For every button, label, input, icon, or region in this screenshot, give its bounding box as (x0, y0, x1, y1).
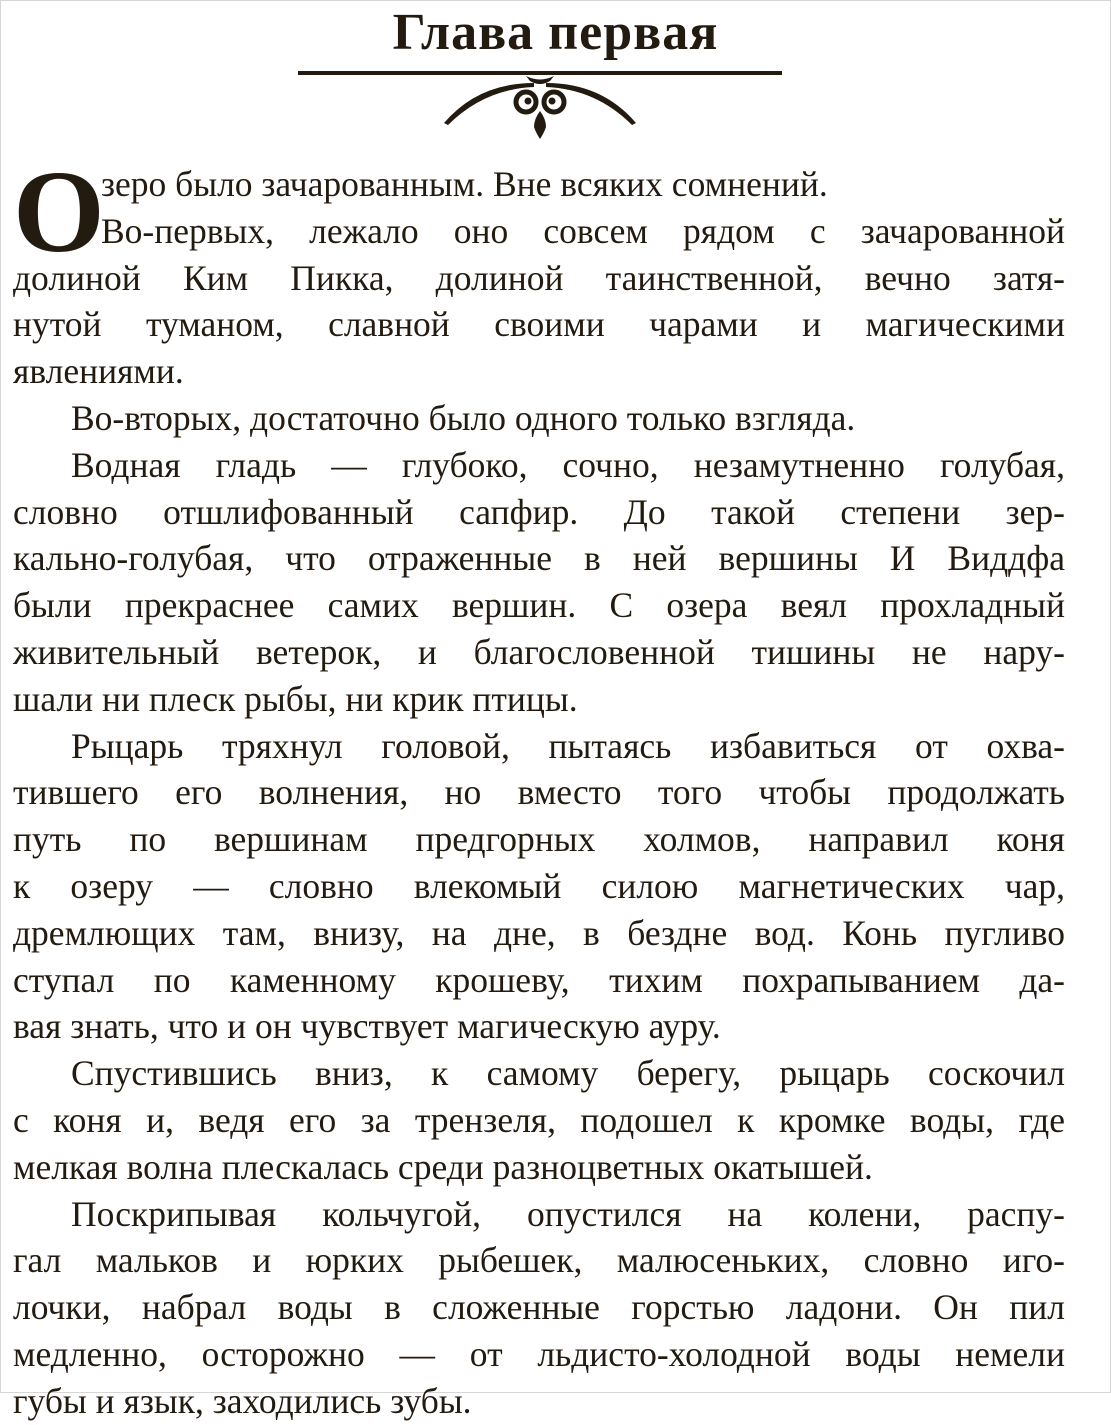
text-line: словно отшлифованный сапфир. До такой степени зер- (13, 491, 1065, 532)
text-line: Поскрипывая кольчугой, опустился на колени, распу- (71, 1193, 1065, 1234)
chapter-title: Глава первая (392, 4, 719, 61)
text-line: долиной Ким Пикка, долиной таинственной, вечно затя- (13, 257, 1065, 298)
text-line: ступал по каменному крошеву, тихим похрапыванием да- (13, 959, 1065, 1000)
text-line: лочки, набрал воды в сложенные горстью ладони. Он пил (13, 1287, 1065, 1328)
text-line: мелкая волна плескалась среди разноцветных окатышей. (13, 1146, 873, 1187)
drop-cap: О (13, 146, 105, 277)
text-line: кально-голубая, что отраженные в ней вершины И Виддфа (13, 538, 1065, 579)
text-line: губы и язык, заходились зубы. (13, 1380, 472, 1421)
text-line: путь по вершинам предгорных холмов, направил коня (13, 819, 1065, 860)
text-line: Рыцарь тряхнул головой, пытаясь избавиться от охва- (71, 725, 1065, 766)
text-line: зеро было зачарованным. Вне всяких сомнений. (101, 164, 828, 204)
text-line: шали ни плеск рыбы, ни крик птицы. (13, 678, 578, 719)
chapter-body (13, 146, 1065, 1425)
text-line: вая знать, что и он чувствует магическую ауру. (13, 1006, 721, 1047)
text-line: дремлющих там, внизу, на дне, в бездне вод. Конь пугливо (13, 912, 1065, 953)
text-line: Водная гладь — глубоко, сочно, незамутненно голубая, (71, 444, 1065, 485)
text-line: медленно, осторожно — от льдисто-холодной воды немели (13, 1333, 1065, 1374)
text-lines (13, 146, 1065, 1425)
ornament-divider-icon (298, 67, 782, 147)
text-line: Во-вторых, достаточно было одного только взгляда. (71, 397, 856, 438)
text-line: гал мальков и юрких рыбешек, малюсеньких, словно иго- (13, 1240, 1065, 1281)
text-line: явлениями. (13, 351, 184, 392)
text-line: были прекраснее самих вершин. С озера веял прохладный (13, 585, 1065, 626)
text-line: Спустившись вниз, к самому берегу, рыцарь соскочил (71, 1053, 1065, 1094)
text-line: тившего его волнения, но вместо того чтобы продолжать (13, 772, 1065, 813)
text-line: Во-первых, лежало оно совсем рядом с зачарованной (101, 210, 1065, 251)
text-line: к озеру — словно влекомый силою магнетических чар, (13, 865, 1065, 906)
text-line: с коня и, ведя его за трензеля, подошел к кромке воды, где (13, 1099, 1065, 1140)
text-line: живительный ветерок, и благословенной тишины не нару- (13, 631, 1065, 672)
text-line: нутой туманом, славной своими чарами и магическими (13, 304, 1065, 345)
